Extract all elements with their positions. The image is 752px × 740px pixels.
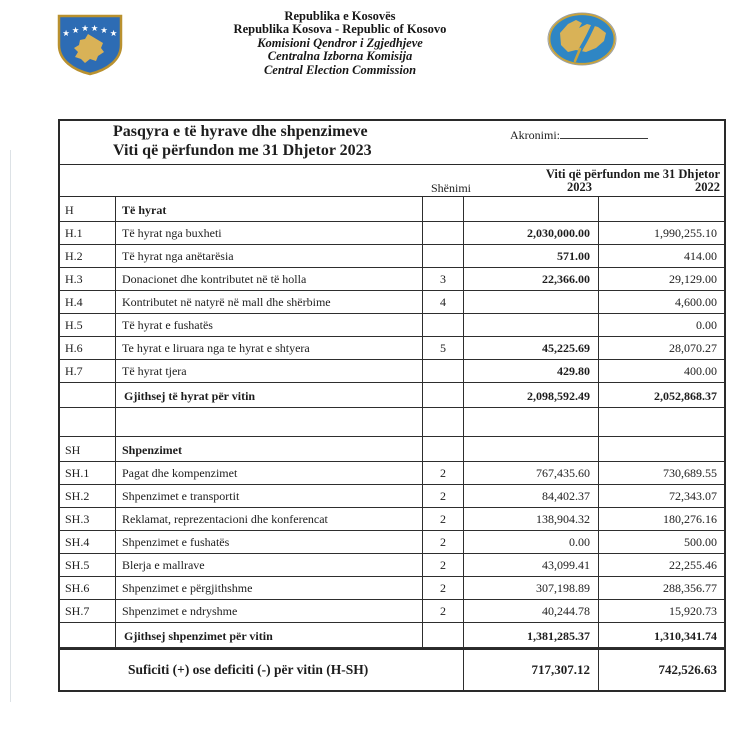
year-2023-header: 2023 — [567, 180, 592, 194]
row-value-2022: 4,600.00 — [675, 295, 717, 309]
row-code: SH.5 — [60, 554, 116, 576]
row-description: Te hyrat e liruara nga te hyrat e shtyera — [116, 337, 423, 359]
row-value-2023: 717,307.12 — [464, 650, 599, 690]
row-description: Të hyrat — [116, 197, 423, 221]
letterhead-text — [170, 10, 510, 77]
row-description: Të hyrat nga buxheti — [116, 222, 423, 244]
row-description: Shpenzimet e fushatës — [116, 531, 423, 553]
svg-text:★: ★ — [109, 28, 118, 38]
letterhead-line-3: Komisioni Qendror i Zgjedhjeve — [257, 35, 423, 50]
row-code: H.7 — [60, 360, 116, 382]
table-row-sh7 — [60, 600, 724, 623]
row-description: Blerja e mallrave — [116, 554, 423, 576]
period-column-header: Viti që përfundon me 31 Dhjetor — [545, 167, 720, 181]
letterhead-line-1: Republika e Kosovës — [284, 9, 396, 23]
table-row-h1 — [60, 222, 724, 245]
row-code: H.3 — [60, 268, 116, 290]
row-value-2022: 414.00 — [684, 249, 717, 263]
table-row-sh — [60, 437, 724, 462]
row-value-2023: 0.00 — [464, 531, 599, 553]
row-note — [423, 314, 464, 336]
row-value-2022 — [599, 408, 724, 436]
row-note — [423, 360, 464, 382]
row-value-2023: 2,030,000.00 — [464, 222, 599, 244]
table-row-sh1 — [60, 462, 724, 485]
statement-title: Pasqyra e të hyrave dhe shpenzimeve — [113, 123, 368, 140]
svg-text:★: ★ — [71, 25, 80, 35]
table-row-total-income — [60, 383, 724, 408]
row-code: H.1 — [60, 222, 116, 244]
row-code: H.5 — [60, 314, 116, 336]
table-row-h4 — [60, 291, 724, 314]
table-row-h — [60, 197, 724, 222]
statement-table — [58, 119, 726, 692]
row-description: Të hyrat tjera — [116, 360, 423, 382]
scan-artifact-line — [10, 150, 11, 702]
row-value-2022 — [599, 197, 724, 221]
row-code: H.4 — [60, 291, 116, 313]
row-value-2022: 742,526.63 — [658, 662, 717, 677]
row-code: SH.1 — [60, 462, 116, 484]
row-value-2023: 84,402.37 — [464, 485, 599, 507]
row-value-2022: 1,990,255.10 — [654, 226, 717, 240]
row-value-2022: 72,343.07 — [669, 489, 717, 503]
row-value-2023: 22,366.00 — [464, 268, 599, 290]
row-value-2022: 400.00 — [684, 364, 717, 378]
row-note: 2 — [423, 577, 464, 599]
row-note — [423, 197, 464, 221]
row-value-2023: 1,381,285.37 — [464, 623, 599, 647]
acronym-label: Akronimi: — [510, 128, 560, 142]
row-value-2022: 15,920.73 — [669, 604, 717, 618]
row-description: Kontributet në natyrë në mall dhe shërbime — [116, 291, 423, 313]
row-note: 2 — [423, 508, 464, 530]
table-row-h7 — [60, 360, 724, 383]
row-description: Gjithsej shpenzimet për vitin — [116, 623, 423, 647]
statement-period-title: Viti që përfundon me 31 Dhjetor 2023 — [113, 142, 372, 159]
row-value-2023: 767,435.60 — [464, 462, 599, 484]
row-value-2022: 500.00 — [684, 535, 717, 549]
svg-text:★: ★ — [100, 25, 108, 35]
row-note: 3 — [423, 268, 464, 290]
table-row-h5 — [60, 314, 724, 337]
acronym-blank-line[interactable] — [560, 127, 648, 139]
row-description: Shpenzimet — [116, 437, 423, 461]
row-value-2022: 1,310,341.74 — [654, 629, 717, 643]
row-description: Gjithsej të hyrat për vitin — [116, 383, 423, 407]
table-row-sh2 — [60, 485, 724, 508]
row-value-2023: 45,225.69 — [464, 337, 599, 359]
statement-title-block — [60, 121, 724, 165]
table-row-sh3 — [60, 508, 724, 531]
row-value-2023 — [464, 197, 599, 221]
letterhead-line-5: Central Election Commission — [263, 62, 417, 77]
letterhead-line-4: Centralna Izborna Komisija — [267, 49, 413, 64]
row-description — [116, 408, 423, 436]
row-value-2023: 571.00 — [464, 245, 599, 267]
row-note — [423, 437, 464, 461]
statement-grid — [60, 197, 724, 690]
row-value-2022: 180,276.16 — [663, 512, 717, 526]
row-value-2023: 429.80 — [464, 360, 599, 382]
letterhead — [0, 0, 752, 95]
row-note: 2 — [423, 485, 464, 507]
row-value-2023: 40,244.78 — [464, 600, 599, 622]
row-value-2022 — [599, 437, 724, 461]
row-note: 5 — [423, 337, 464, 359]
row-value-2023 — [464, 291, 599, 313]
row-note — [423, 245, 464, 267]
row-value-2023: 2,098,592.49 — [464, 383, 599, 407]
row-value-2022: 2,052,868.37 — [654, 389, 717, 403]
row-code: SH.4 — [60, 531, 116, 553]
row-note: 4 — [423, 291, 464, 313]
row-code — [60, 408, 116, 436]
row-note: 2 — [423, 462, 464, 484]
row-value-2022: 28,070.27 — [669, 341, 717, 355]
table-row-h3 — [60, 268, 724, 291]
table-row-surplus-deficit — [60, 648, 724, 690]
row-code: SH.3 — [60, 508, 116, 530]
table-row-h2 — [60, 245, 724, 268]
row-note: 2 — [423, 554, 464, 576]
row-code — [60, 623, 116, 647]
table-row-sh4 — [60, 531, 724, 554]
row-description: Shpenzimet e përgjithshme — [116, 577, 423, 599]
acronym-field — [510, 127, 648, 143]
row-code: SH.6 — [60, 577, 116, 599]
row-value-2022: 730,689.55 — [663, 466, 717, 480]
row-note — [423, 408, 464, 436]
row-code: H.2 — [60, 245, 116, 267]
svg-text:★: ★ — [81, 23, 89, 33]
row-value-2023: 138,904.32 — [464, 508, 599, 530]
row-note — [423, 383, 464, 407]
table-row-sh5 — [60, 554, 724, 577]
row-value-2022: 29,129.00 — [669, 272, 717, 286]
row-note — [423, 623, 464, 647]
row-description: Shpenzimet e ndryshme — [116, 600, 423, 622]
row-note: 2 — [423, 531, 464, 553]
note-column-header: Shënimi — [430, 181, 471, 195]
row-code: H — [60, 197, 116, 221]
svg-text:★: ★ — [62, 28, 70, 38]
year-2022-header: 2022 — [695, 180, 720, 194]
row-value-2022: 0.00 — [696, 318, 717, 332]
row-value-2022: 22,255.46 — [669, 558, 717, 572]
row-code — [60, 383, 116, 407]
row-description: Shpenzimet e transportit — [116, 485, 423, 507]
row-description: Donacionet dhe kontributet në të holla — [116, 268, 423, 290]
table-row-sh6 — [60, 577, 724, 600]
table-row-h6 — [60, 337, 724, 360]
table-row-spacer — [60, 408, 724, 437]
column-header-zone — [60, 165, 724, 197]
row-description: Të hyrat e fushatës — [116, 314, 423, 336]
row-description: Të hyrat nga anëtarësia — [116, 245, 423, 267]
row-code: SH — [60, 437, 116, 461]
svg-text:★: ★ — [90, 23, 99, 33]
row-code: H.6 — [60, 337, 116, 359]
row-value-2023 — [464, 314, 599, 336]
row-value-2023: 307,198.89 — [464, 577, 599, 599]
letterhead-line-2: Republika Kosova - Republic of Kosovo — [233, 22, 447, 37]
row-description: Suficiti (+) ose deficiti (-) për vitin (H-SH) — [60, 650, 464, 690]
row-code: SH.2 — [60, 485, 116, 507]
row-value-2023 — [464, 437, 599, 461]
row-note — [423, 222, 464, 244]
row-value-2023: 43,099.41 — [464, 554, 599, 576]
row-value-2022: 288,356.77 — [663, 581, 717, 595]
row-value-2023 — [464, 408, 599, 436]
row-note: 2 — [423, 600, 464, 622]
cec-logo-icon — [546, 11, 618, 67]
row-description: Pagat dhe kompenzimet — [116, 462, 423, 484]
table-row-total-expenses — [60, 623, 724, 648]
kosovo-coat-of-arms-icon — [54, 13, 126, 77]
row-code: SH.7 — [60, 600, 116, 622]
row-description: Reklamat, reprezentacioni dhe konferencat — [116, 508, 423, 530]
